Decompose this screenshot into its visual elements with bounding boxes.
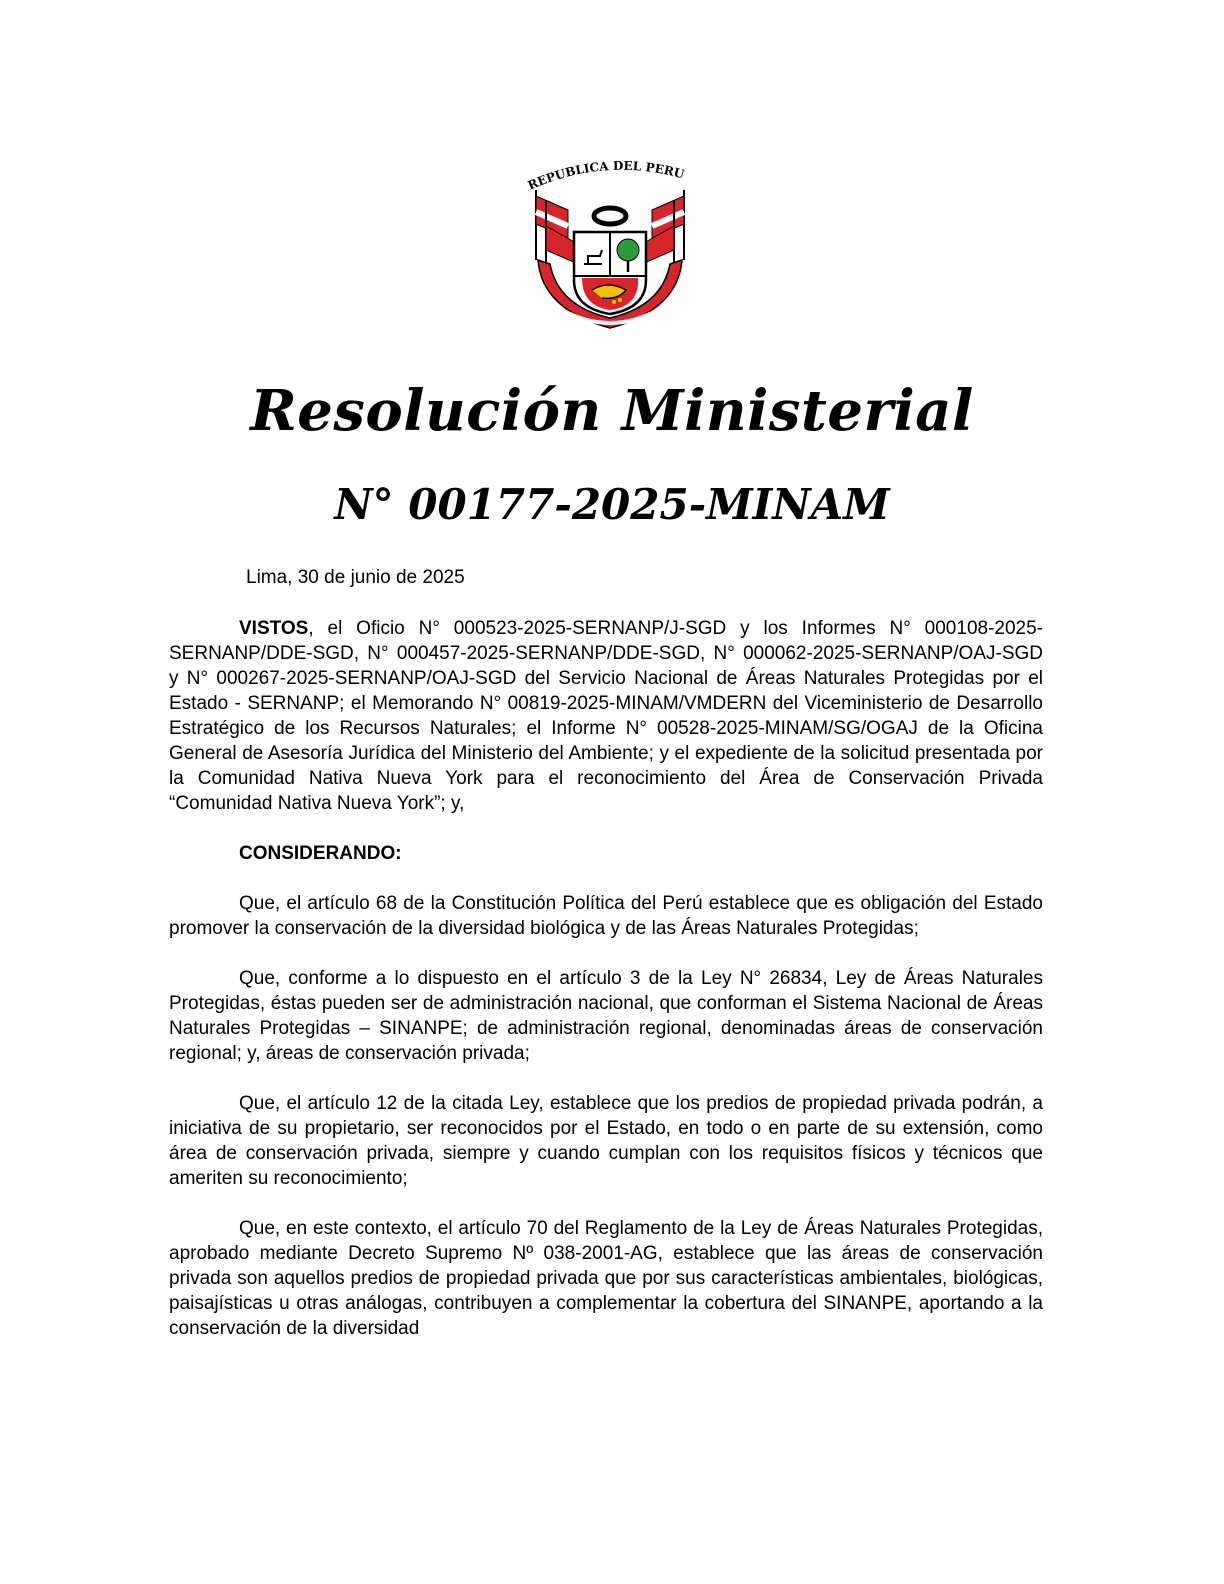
vistos-paragraph xyxy=(169,616,1043,816)
svg-text:REPUBLICA DEL PERU xyxy=(526,160,687,193)
document-body xyxy=(169,616,1043,1366)
seal-legend: REPUBLICA DEL PERU xyxy=(525,160,686,193)
resolution-number: N° 00177-2025-MINAM xyxy=(334,480,890,529)
considerando-heading: CONSIDERANDO: xyxy=(239,843,402,864)
document-title: Resolución Ministerial xyxy=(250,378,974,444)
vistos-lead: VISTOS xyxy=(239,618,309,639)
document-date: Lima, 30 de junio de 2025 xyxy=(246,567,465,588)
considerando-paragraph: Que, el artículo 12 de la citada Ley, establece que los predios de propiedad privada podrán, a iniciativa de su propietario, ser reconocidos por el Estado, en todo o en parte de su extensión, como área de conservación privada, siempre y cuando cumplan con los requisitos físicos y técnicos que ameriten su reconocimiento; xyxy=(169,1093,1043,1189)
coat-of-arms-seal xyxy=(522,160,698,336)
civic-crown-icon xyxy=(594,208,626,224)
shield-icon xyxy=(574,232,646,314)
right-flags-icon xyxy=(642,190,684,270)
considerando-paragraph: Que, en este contexto, el artículo 70 del Reglamento de la Ley de Áreas Naturales Protegidas, aprobado mediante Decreto Supremo Nº 038-2001-AG, establece que las áreas de conservación privada son aquellos predios de propiedad privada que por sus características ambientales, biológicas, paisajísticas u otras análogas, contribuyen a complementar la cobertura del SINANPE, aportando a la conservación de la diversidad xyxy=(169,1218,1043,1339)
considerando-paragraph: Que, conforme a lo dispuesto en el artículo 3 de la Ley N° 26834, Ley de Áreas Naturales Protegidas, éstas pueden ser de administración nacional, que conforman el Sistema Nacional de Áreas Naturales Protegidas – SINANPE; de administración regional, denominadas áreas de conservación regional; y, áreas de conservación privada; xyxy=(169,968,1043,1064)
left-flags-icon xyxy=(536,190,578,270)
considerando-paragraph: Que, el artículo 68 de la Constitución Política del Perú establece que es obligación del Estado promover la conservación de la diversidad biológica y de las Áreas Naturales Protegidas; xyxy=(169,893,1043,939)
vistos-text: , el Oficio N° 000523-2025-SERNANP/J-SGD y los Informes N° 000108-2025-SERNANP/DDE-SGD, N° 000457-2025-SERNANP/DDE-SGD, N° 000062-2025-SERNANP/OAJ-SGD y N° 000267-2025-SERNANP/OAJ-SGD del Servicio Nacional de Áreas Naturales Protegidas por el Estado - SERNANP; el Memorando N° 00819-2025-MINAM/VMDERN del Viceministerio de Desarrollo Estratégico de los Recursos Naturales; el Informe N° 00528-2025-MINAM/SG/OGAJ de la Oficina General de Asesoría Jurídica del Ministerio del Ambiente; y el expediente de la solicitud presentada por la Comunidad Nativa Nueva York para el reconocimiento del Área de Conservación Privada “Comunidad Nativa Nueva York”; y, xyxy=(169,618,1043,814)
